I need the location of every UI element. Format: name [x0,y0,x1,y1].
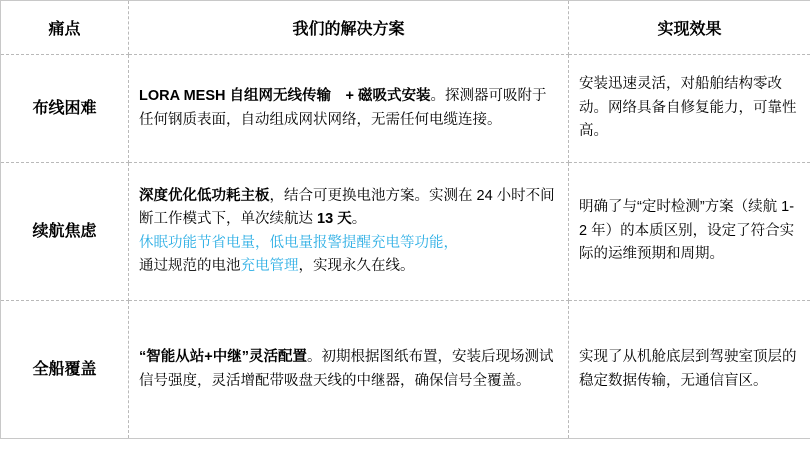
effect-cell-1: 安装迅速灵活，对船舶结构零改动。网络具备自修复能力，可靠性高。 [569,55,810,163]
pain-point-label-3: 全船覆盖 [1,301,129,439]
table-row [1,55,810,163]
solution-bold-lead-2: 深度优化低功耗主板 [139,187,270,204]
solution-bold-days-2: 13 天 [317,211,352,228]
solution-cyan-line-2b: 充电管理 [240,257,299,274]
column-header-pain-point: 痛点 [1,1,129,55]
solution-cyan-line-2a: 休眠功能节省电量，低电量报警提醒充电等功能， [139,234,458,251]
effect-cell-3: 实现了从机舱底层到驾驶室顶层的稳定数据传输，无通信盲区。 [569,301,810,439]
pain-point-label-2: 续航焦虑 [1,163,129,301]
solution-cell-1 [129,55,569,163]
pain-point-label-1: 布线困难 [1,55,129,163]
table-header [1,1,810,55]
solution-mid-2: ，结合可更换电池方案。实测在 24 小时不间断工作模式下，单次续航达 [139,187,555,228]
solution-cell-2 [129,163,569,301]
solution-plain-line-2a: 通过规范的电池 [139,257,241,274]
solution-bold-lead-3: “智能从站+中继”灵活配置 [139,349,307,366]
solution-cell-3 [129,301,569,439]
solution-bold-lead-1: LORA MESH 自组网无线传输 + 磁吸式安装 [139,88,431,105]
column-header-solution: 我们的解决方案 [129,1,569,55]
table-header-row [1,1,810,55]
table-row [1,163,810,301]
solution-plain-line-2c: ，实现永久在线。 [298,257,415,274]
effect-cell-2: 明确了与“定时检测”方案（续航 1-2 年）的本质区别，设定了符合实际的运维预期和周期。 [569,163,810,301]
table-body [1,55,810,439]
solution-rest-1: 。探测器可吸附于任何钢质表面，自动组成网状网络，无需任何电缆连接。 [139,88,547,128]
solution-rest-3: 。初期根据图纸布置，安装后现场测试信号强度，灵活增配带吸盘天线的中继器，确保信号全覆盖。 [139,349,554,389]
solution-after-days-2: 。 [351,211,367,228]
table-row [1,301,810,439]
column-header-effect: 实现效果 [569,1,810,55]
